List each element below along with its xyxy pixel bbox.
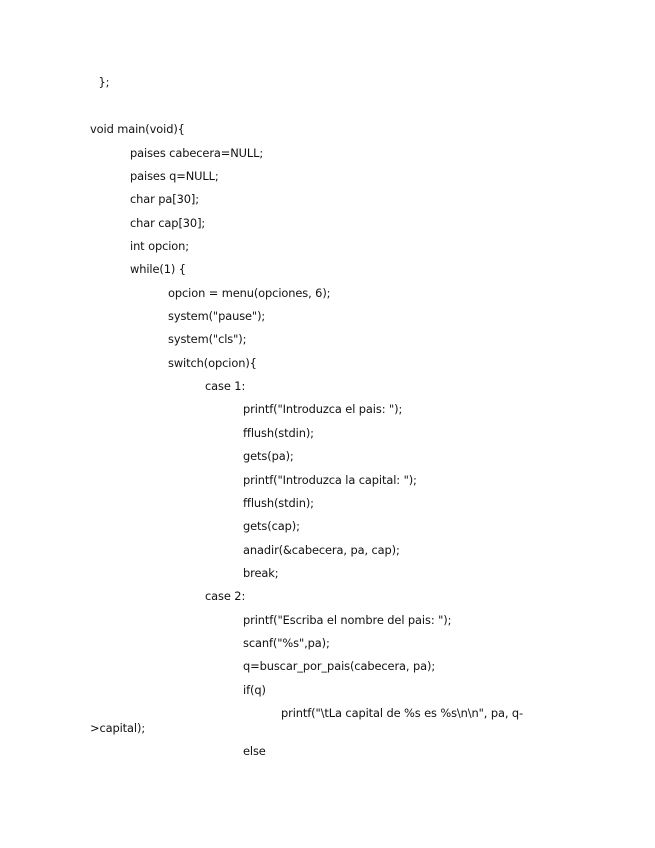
code-line: >capital);	[90, 721, 146, 735]
code-line: else	[243, 744, 266, 758]
code-line: system("pause");	[168, 309, 266, 323]
code-line: gets(pa);	[243, 449, 294, 463]
code-line: printf("Escriba el nombre del pais: ");	[243, 613, 452, 627]
code-line: break;	[243, 566, 279, 580]
code-line: system("cls");	[168, 332, 247, 346]
code-line: printf("\tLa capital de %s es %s\n\n", pa, q-	[281, 706, 524, 720]
code-line: while(1) {	[130, 262, 186, 276]
code-line: paises q=NULL;	[130, 169, 219, 183]
code-line: case 1:	[205, 379, 246, 393]
code-line: fflush(stdin);	[243, 426, 314, 440]
code-line: paises cabecera=NULL;	[130, 146, 264, 160]
code-line: };	[95, 75, 110, 89]
code-line: anadir(&cabecera, pa, cap);	[243, 543, 400, 557]
code-line: void main(void){	[90, 122, 185, 136]
code-line: printf("Introduzca la capital: ");	[243, 473, 417, 487]
code-line: case 2:	[205, 589, 246, 603]
code-line: opcion = menu(opciones, 6);	[168, 286, 331, 300]
code-line: int opcion;	[130, 239, 190, 253]
code-line: fflush(stdin);	[243, 496, 314, 510]
code-line: if(q)	[243, 683, 266, 697]
code-line: q=buscar_por_pais(cabecera, pa);	[243, 659, 436, 673]
code-line: switch(opcion){	[168, 356, 257, 370]
code-line: char pa[30];	[130, 192, 199, 206]
code-line: scanf("%s",pa);	[243, 636, 330, 650]
code-line: char cap[30];	[130, 216, 206, 230]
code-line: printf("Introduzca el pais: ");	[243, 402, 403, 416]
code-line: gets(cap);	[243, 519, 300, 533]
